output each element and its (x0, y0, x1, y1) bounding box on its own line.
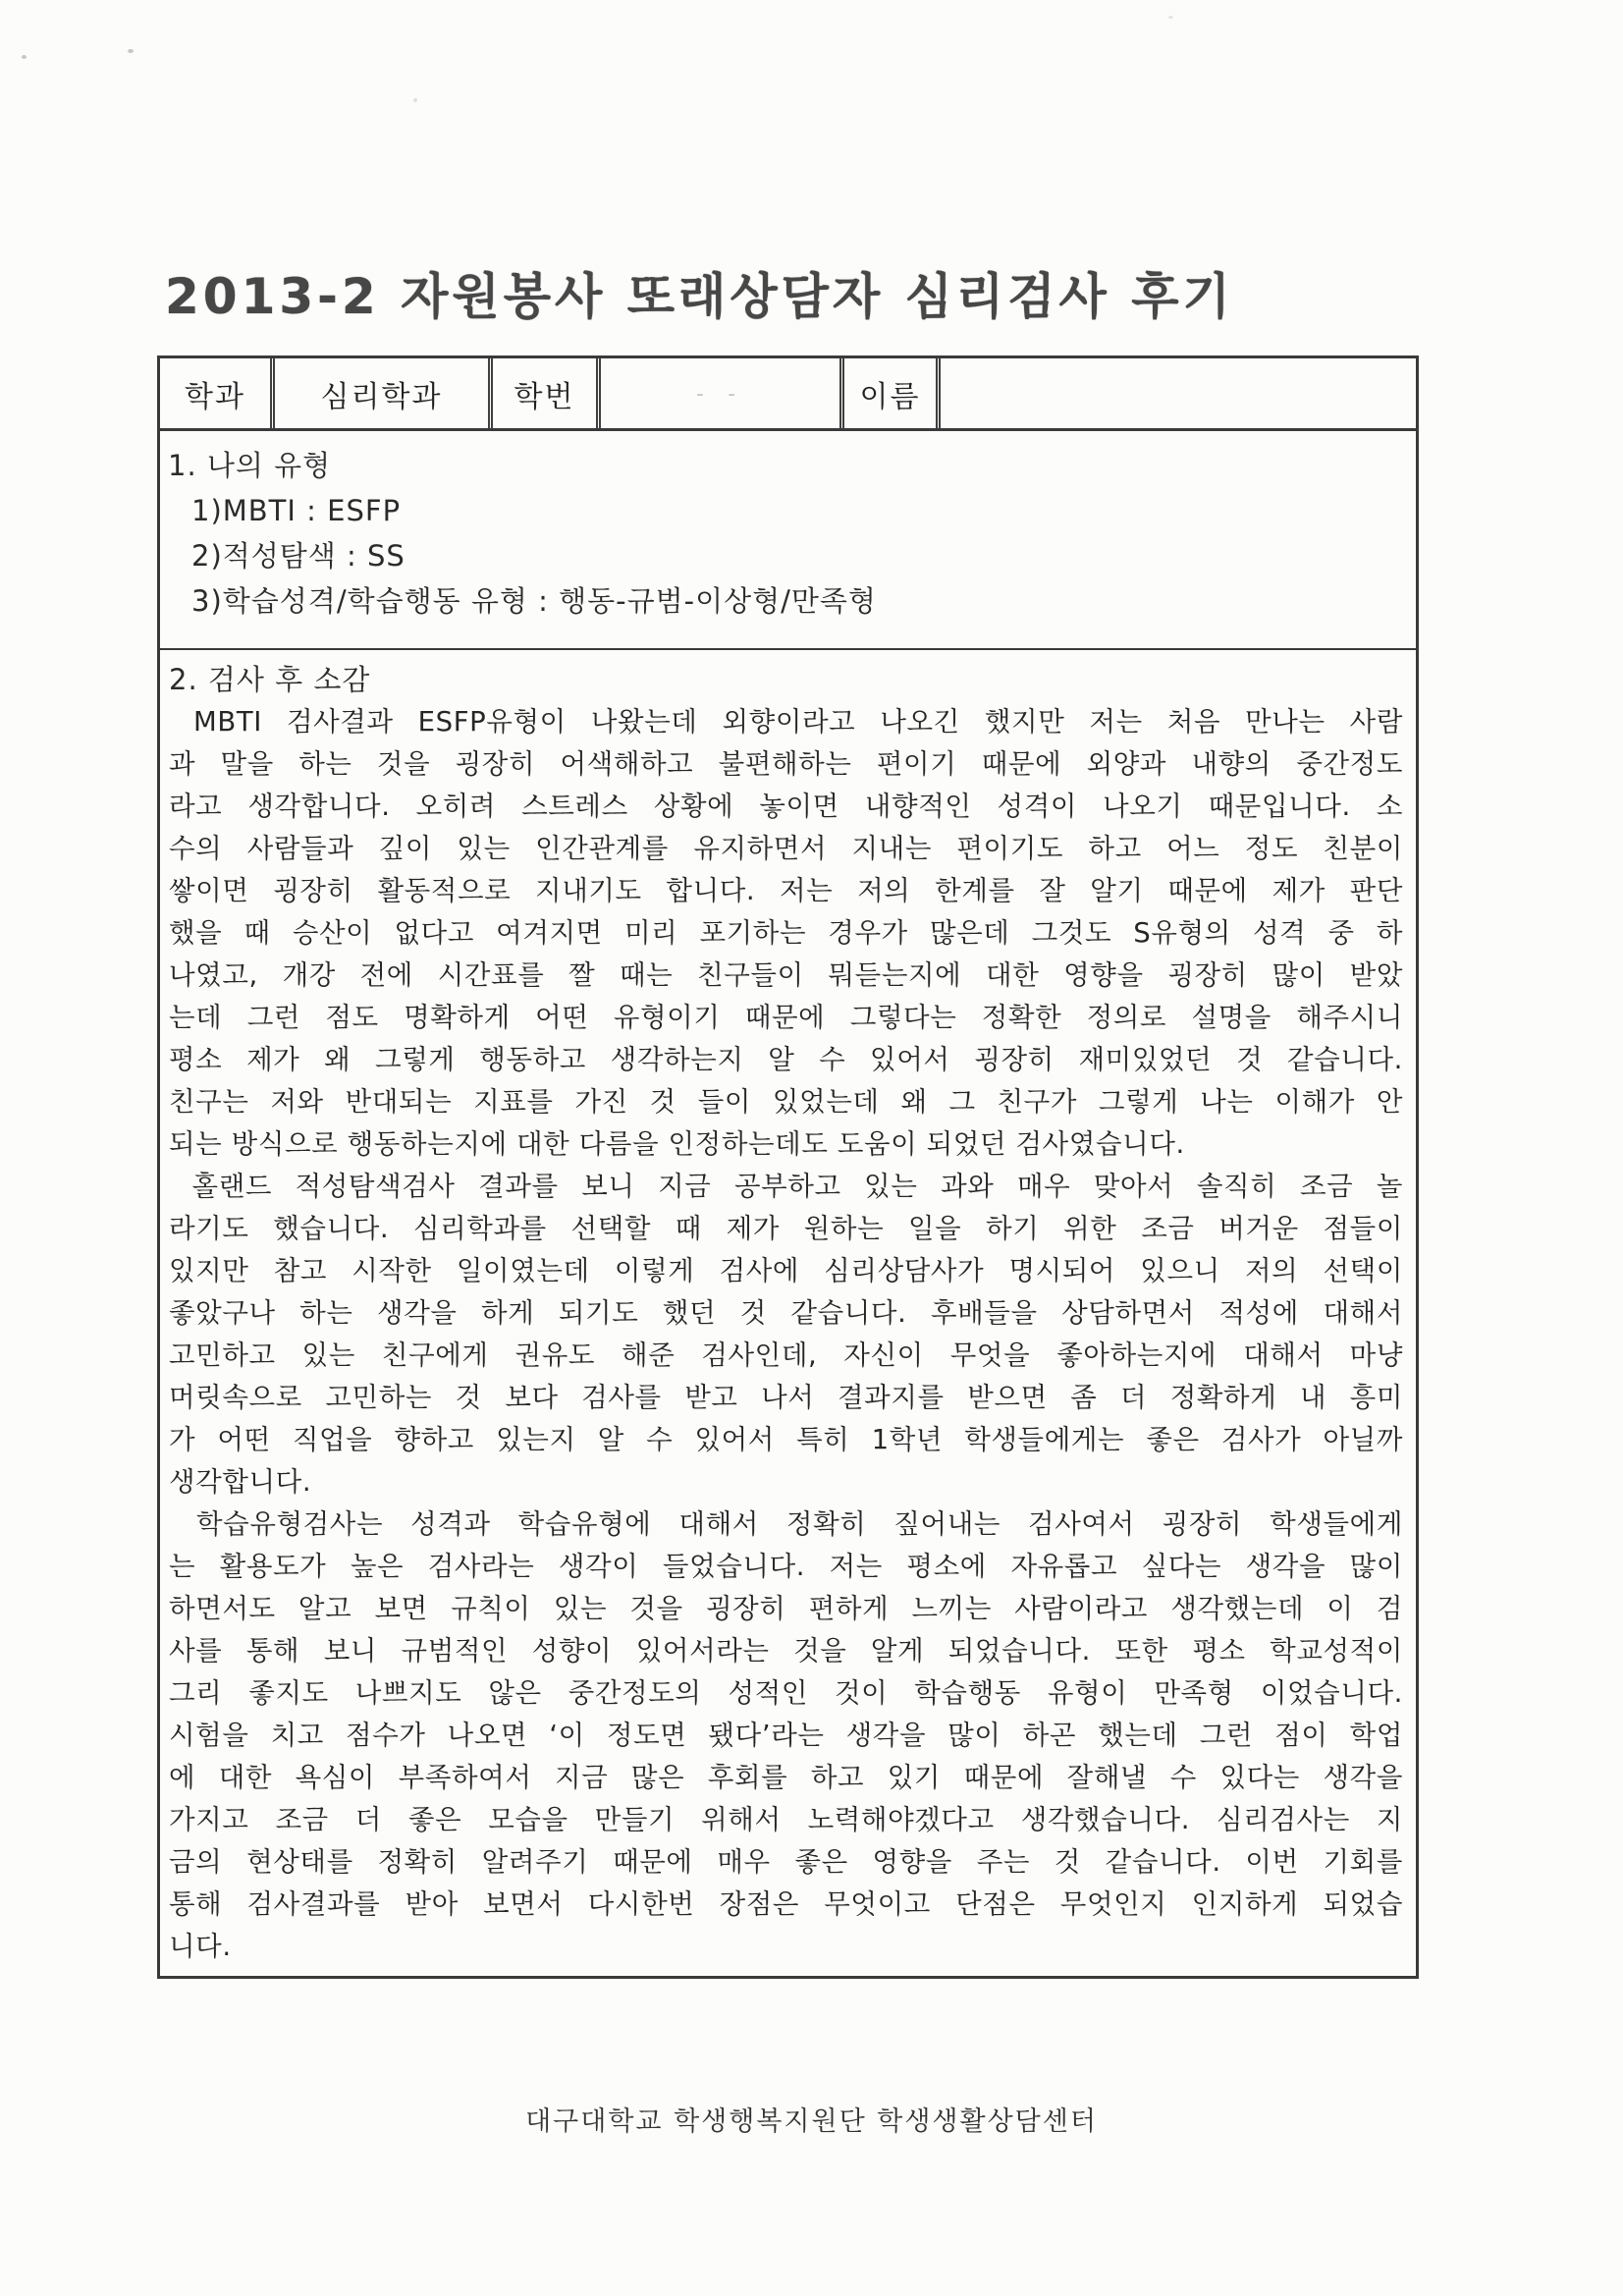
review-line: 하면서도 알고 보면 규칙이 있는 것을 굉장히 편하게 느끼는 사람이라고 생각했는데 이 검 (169, 1593, 1403, 1624)
review-line: 라고 생각합니다. 오히려 스트레스 상황에 놓이면 내향적인 성격이 나오기 때문입니다. 소 (169, 791, 1403, 822)
review-line: 나였고, 개강 전에 시간표를 짤 때는 친구들이 뭐듣는지에 대한 영향을 굉장히 많이 받았 (169, 959, 1403, 991)
review-line: 통해 검사결과를 받아 보면서 다시한번 장점은 무엇이고 단점은 무엇인지 인지하게 되었습 (169, 1888, 1403, 1920)
footer-text: 대구대학교 학생행복지원단 학생생활상담센터 (525, 2106, 1098, 2137)
learning-type-item: 3)학습성격/학습행동 유형 : 행동-규범-이상형/만족형 (191, 584, 877, 618)
review-line: 는 활용도가 높은 검사라는 생각이 들었습니다. 저는 평소에 자유롭고 싶다는 생각을 많이 (169, 1551, 1403, 1582)
review-line: 좋았구나 하는 생각을 하게 되기도 했던 것 같습니다. 후배들을 상담하면서 적성에 대해서 (169, 1297, 1403, 1329)
review-section (160, 650, 1416, 1976)
review-line: 고민하고 있는 친구에게 권유도 해준 검사인데, 자신이 무엇을 좋아하는지에 대해서 마냥 (169, 1339, 1403, 1371)
section2-title: 2. 검사 후 소감 (169, 663, 371, 696)
review-line: 쌓이면 굉장히 활동적으로 지내기도 합니다. 저는 저의 한계를 잘 알기 때문에 제가 판단 (169, 875, 1403, 906)
my-type-section (160, 431, 1416, 650)
review-line: 학습유형검사는 성격과 학습유형에 대해서 정확히 짚어내는 검사여서 굉장히 학생들에게 (169, 1508, 1403, 1540)
mbti-item: 1)MBTI : ESFP (191, 494, 402, 527)
aptitude-item: 2)적성탐색 : SS (191, 539, 406, 573)
review-line: 니다. (169, 1931, 232, 1962)
review-line: 친구는 저와 반대되는 지표를 가진 것 들이 있었는데 왜 그 친구가 그렇게 나는 이해가 안 (169, 1086, 1403, 1118)
review-line: MBTI 검사결과 ESFP유형이 나왔는데 외향이라고 나오긴 했지만 저는 처음 만나는 사람 (169, 706, 1403, 738)
scan-speck (128, 49, 134, 53)
review-line: 홀랜드 적성탐색검사 결과를 보니 지금 공부하고 있는 과와 매우 맞아서 솔직히 조금 놀 (169, 1171, 1403, 1202)
review-line: 되는 방식으로 행동하는지에 대한 다름을 인정하는데도 도움이 되었던 검사였습니다. (169, 1128, 1185, 1160)
report-form-table (157, 355, 1419, 1979)
review-line: 있지만 참고 시작한 일이였는데 이렇게 검사에 심리상담사가 명시되어 있으니 저의 선택이 (169, 1255, 1403, 1286)
review-line: 가지고 조금 더 좋은 모습을 만들기 위해서 노력해야겠다고 생각했습니다. 심리검사는 지 (169, 1804, 1403, 1835)
review-line: 시험을 치고 점수가 나오면 ‘이 정도면 됐다’라는 생각을 많이 하곤 했는데 그런 점이 학업 (169, 1720, 1403, 1751)
scan-speck (22, 55, 27, 59)
page-title: 2013-2 자원봉사 또래상담자 심리검사 후기 (165, 268, 1234, 325)
student-info-row (160, 358, 1416, 431)
review-line: 그리 좋지도 나쁘지도 않은 중간정도의 성적인 것이 학습행동 유형이 만족형 이었습니다. (169, 1677, 1403, 1709)
section1-title: 1. 나의 유형 (168, 449, 332, 482)
scan-speck (1168, 16, 1173, 19)
review-line: 평소 제가 왜 그렇게 행동하고 생각하는지 알 수 있어서 굉장히 재미있었던 것 같습니다. (169, 1044, 1403, 1075)
student-id-label: 학번 (488, 358, 596, 428)
review-line: 는데 그런 점도 명확하게 어떤 유형이기 때문에 그렇다는 정확한 정의로 설명을 해주시니 (169, 1002, 1403, 1033)
name-label: 이름 (839, 358, 936, 428)
review-line: 과 말을 하는 것을 굉장히 어색해하고 불편해하는 편이기 때문에 외양과 내향의 중간정도 (169, 748, 1403, 780)
review-line: 금의 현상태를 정확히 알려주기 때문에 매우 좋은 영향을 주는 것 같습니다. 이번 기회를 (169, 1846, 1403, 1878)
dept-value: 심리학과 (270, 358, 488, 428)
review-line: 수의 사람들과 깊이 있는 인간관계를 유지하면서 지내는 편이기도 하고 어느 정도 친분이 (169, 833, 1403, 864)
dept-label: 학과 (185, 379, 245, 414)
name-value (936, 358, 1416, 428)
review-line: 생각합니다. (169, 1466, 312, 1498)
review-line: 사를 통해 보니 규범적인 성향이 있어서라는 것을 알게 되었습니다. 또한 평소 학교성적이 (169, 1635, 1403, 1667)
student-id-value: - - (596, 358, 839, 428)
review-line: 가 어떤 직업을 향하고 있는지 알 수 있어서 특히 1학년 학생들에게는 좋은 검사가 아닐까 (169, 1424, 1403, 1455)
review-line: 에 대한 욕심이 부족하여서 지금 많은 후회를 하고 있기 때문에 잘해낼 수 있다는 생각을 (169, 1762, 1403, 1793)
review-line: 했을 때 승산이 없다고 여겨지면 미리 포기하는 경우가 많은데 그것도 S유형의 성격 중 하 (169, 917, 1403, 949)
review-line: 머릿속으로 고민하는 것 보다 검사를 받고 나서 결과지를 받으면 좀 더 정확하게 내 흥미 (169, 1382, 1403, 1413)
scan-speck (413, 98, 417, 102)
review-text (169, 701, 1403, 1968)
review-line: 라기도 했습니다. 심리학과를 선택할 때 제가 원하는 일을 하기 위한 조금 버거운 점들이 (169, 1213, 1403, 1244)
